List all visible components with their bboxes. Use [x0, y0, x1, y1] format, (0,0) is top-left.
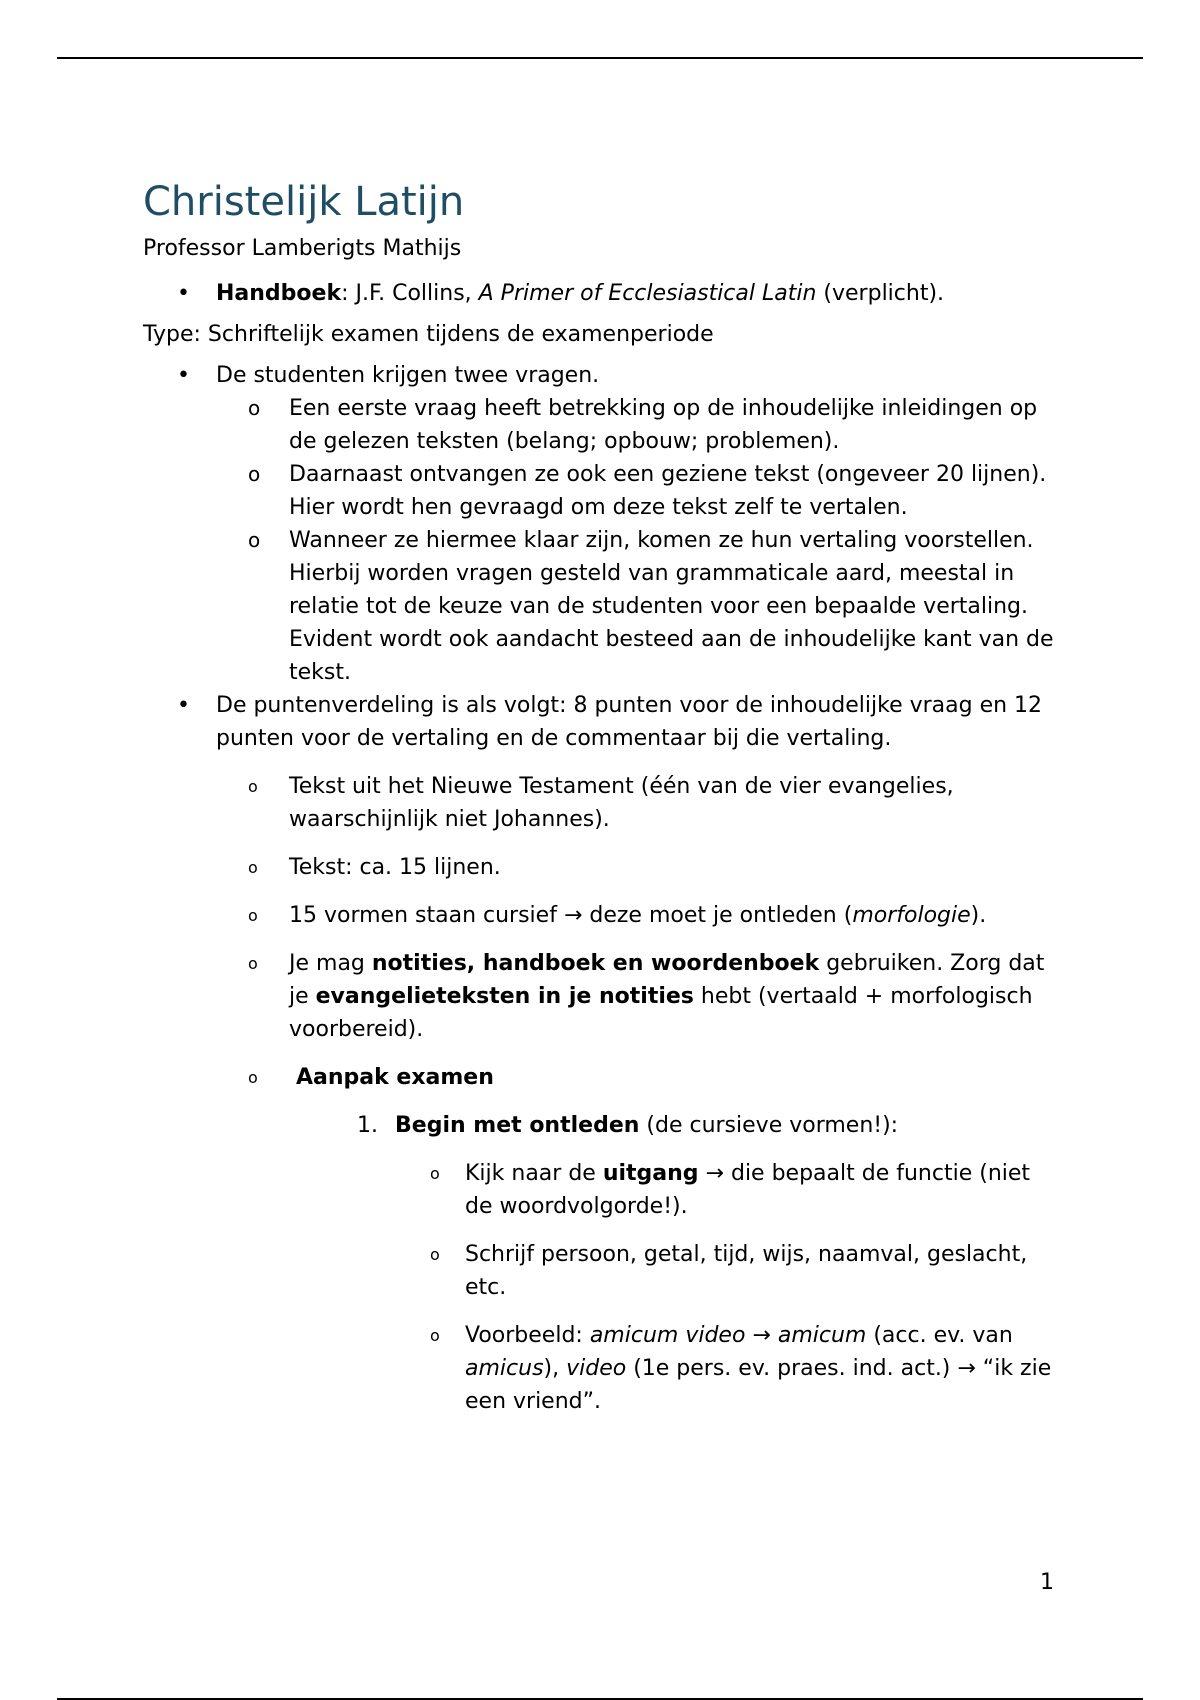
- handbook-title: A Primer of Ecclesiastical Latin: [478, 281, 817, 306]
- list-item: [216, 770, 1063, 836]
- tip-write: Schrijf persoon, getal, tijd, wijs, naamval, geslacht, etc.: [465, 1242, 1028, 1300]
- step-rest: (de cursieve vormen!):: [639, 1113, 899, 1138]
- list-item: [430, 1319, 1063, 1418]
- question-text: Een eerste vraag heeft betrekking op de inhoudelijke inleidingen op de gelezen teksten (belang; opbouw; problemen).: [289, 396, 1038, 454]
- aids-p1: Je mag: [289, 951, 372, 976]
- list-item: [216, 392, 1063, 458]
- questions-item: [143, 359, 1063, 689]
- ex-p2: →: [745, 1323, 778, 1348]
- points-text: De puntenverdeling is als volgt: 8 punten voor de inhoudelijke vraag en 12 punten voor de vertaling en de commentaar bij die vertaling.: [216, 693, 1043, 751]
- sub-marker: o: [248, 954, 258, 973]
- handbook-suffix: (verplicht).: [816, 281, 945, 306]
- tip-p1: Kijk naar de: [465, 1161, 603, 1186]
- aids-b2: evangelieteksten in je notities: [315, 984, 694, 1009]
- list-item: [430, 1238, 1063, 1304]
- list-item: [430, 1157, 1063, 1223]
- questions-sublist: [216, 392, 1063, 689]
- list-item: [216, 851, 1063, 884]
- bullet-marker: •: [177, 281, 190, 306]
- sub-marker: o: [430, 1326, 440, 1345]
- ex-p3: (acc. ev. van: [866, 1323, 1013, 1348]
- document-body: [143, 180, 1063, 1418]
- questions-text: De studenten krijgen twee vragen.: [216, 363, 600, 388]
- handbook-item: [143, 277, 1063, 310]
- list-item: [216, 947, 1063, 1046]
- sub-marker: o: [248, 396, 261, 420]
- step-number: 1.: [357, 1113, 378, 1138]
- step-item: [357, 1109, 1063, 1418]
- sub-marker: o: [248, 1068, 258, 1087]
- forms-prefix: 15 vormen staan cursief → deze moet je ontleden (: [289, 903, 853, 928]
- text-length: Tekst: ca. 15 lijnen.: [289, 855, 501, 880]
- points-item: [143, 689, 1063, 1418]
- forms-suffix: ).: [970, 903, 987, 928]
- page-number: 1: [1040, 1570, 1054, 1595]
- step-tips: [395, 1157, 1063, 1418]
- aids-p2: gebruiken. Zorg dat je: [289, 951, 1045, 1009]
- sub-marker: o: [248, 462, 261, 486]
- ex-p1: Voorbeeld:: [465, 1323, 590, 1348]
- ex-i4: video: [566, 1356, 627, 1381]
- exam-type-line: Type: Schriftelijk examen tijdens de examenperiode: [143, 322, 714, 347]
- handbook-list: [143, 277, 1063, 310]
- tip-bold: uitgang: [602, 1161, 699, 1186]
- sub-marker: o: [248, 906, 258, 925]
- ex-p5: (1e pers. ev. praes. ind. act.) → “ik zie een vriend”.: [465, 1356, 1052, 1414]
- ex-p4: ),: [543, 1356, 567, 1381]
- aids-b1: notities, handboek en woordenboek: [371, 951, 820, 976]
- approach-heading: Aanpak examen: [296, 1065, 494, 1090]
- document-title: Christelijk Latijn: [143, 179, 465, 225]
- ex-i3: amicus: [465, 1356, 544, 1381]
- sub-marker: o: [248, 528, 261, 552]
- approach-item: [216, 1061, 1063, 1418]
- aids-p3: hebt (vertaald + morfologisch voorbereid).: [289, 984, 1033, 1042]
- forms-emph: morfologie: [852, 903, 971, 928]
- ex-i2: amicum: [777, 1323, 867, 1348]
- details-sublist: [216, 770, 1063, 1418]
- professor-line: Professor Lamberigts Mathijs: [143, 236, 462, 261]
- question-text: Wanneer ze hiermee klaar zijn, komen ze hun vertaling voorstellen. Hierbij worden vragen gesteld van grammaticale aard, meestal in relatie tot de keuze van de studenten voor een bepaalde vertaling. Evident wordt ook aandacht besteed aan de inhoudelijke kant van de tekst.: [289, 528, 1054, 685]
- handbook-prefix: : J.F. Collins,: [341, 281, 479, 306]
- tip-p2: → die bepaalt de functie (niet de woordvolgorde!).: [465, 1161, 1031, 1219]
- approach-steps: [289, 1109, 1063, 1418]
- exam-list: [143, 359, 1063, 1418]
- sub-marker: o: [430, 1245, 440, 1264]
- step-bold: Begin met ontleden: [395, 1113, 640, 1138]
- sub-marker: o: [430, 1164, 440, 1183]
- header-rule: [57, 57, 1143, 59]
- bullet-marker: •: [177, 363, 190, 388]
- bullet-marker: •: [177, 693, 190, 718]
- question-text: Daarnaast ontvangen ze ook een geziene tekst (ongeveer 20 lijnen). Hier wordt hen gevraagd om deze tekst zelf te vertalen.: [289, 462, 1047, 520]
- list-item: [216, 458, 1063, 524]
- sub-marker: o: [248, 858, 258, 877]
- sub-marker: o: [248, 777, 258, 796]
- list-item: [216, 524, 1063, 689]
- text-origin: Tekst uit het Nieuwe Testament (één van de vier evangelies, waarschijnlijk niet Johannes).: [289, 774, 954, 832]
- ex-i1: amicum video: [589, 1323, 746, 1348]
- list-item: [216, 899, 1063, 932]
- handbook-label: Handboek: [216, 281, 342, 306]
